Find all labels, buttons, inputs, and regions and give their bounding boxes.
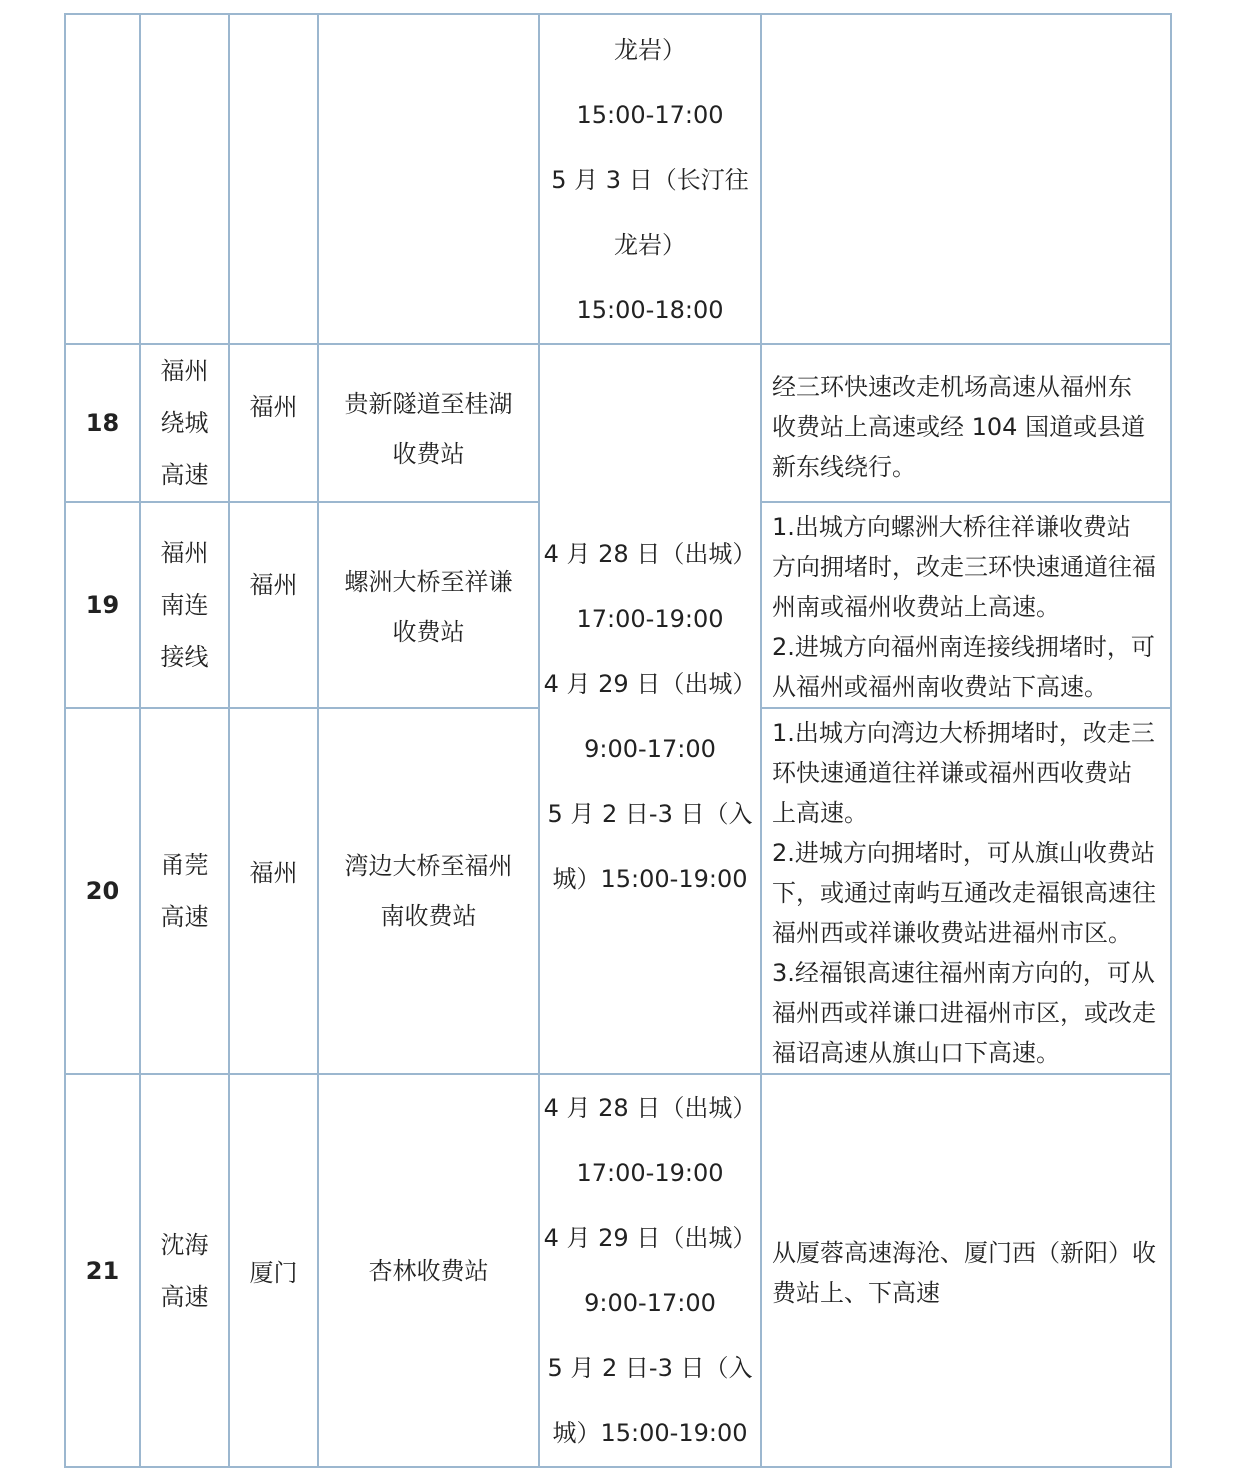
road-line: 接线 [160, 643, 209, 671]
detour-line: 方向拥堵时，改走三环快速通道往福 [772, 553, 1156, 581]
row-number: 18 [65, 344, 140, 502]
section-line: 杏林收费站 [368, 1256, 489, 1285]
detour-line: 经三环快速改走机场高速从福州东 [772, 373, 1132, 401]
detour-line: 上高速。 [772, 799, 868, 827]
section-cell [318, 1074, 539, 1467]
section-cell [318, 502, 539, 708]
time-line: 5 月 2 日-3 日（入 [547, 800, 753, 828]
section-line: 螺洲大桥至祥谦 [344, 568, 513, 596]
detour-cell [761, 1074, 1171, 1467]
road-cell [140, 502, 229, 708]
section-line: 贵新隧道至桂湖 [344, 390, 513, 418]
road-cell [140, 1074, 229, 1467]
detour-line: 州南或福州收费站上高速。 [772, 593, 1060, 621]
detour-cell [761, 344, 1171, 502]
time-line: 龙岩） [614, 231, 686, 259]
detour-line: 费站上、下高速 [772, 1279, 940, 1307]
time-cell [539, 1074, 761, 1467]
detour-line: 新东线绕行。 [772, 453, 916, 481]
time-cell [539, 14, 761, 344]
table-row-21 [65, 1074, 1171, 1467]
no-cell [65, 14, 140, 344]
section-line: 南收费站 [380, 902, 477, 930]
detour-cell [761, 14, 1171, 344]
detour-line: 2.进城方向拥堵时，可从旗山收费站 [772, 839, 1155, 867]
city-name: 福州 [249, 859, 298, 887]
road-line: 绕城 [160, 409, 209, 437]
time-line: 4 月 28 日（出城） [543, 1093, 757, 1122]
city-cell [229, 344, 318, 502]
road-line: 沈海 [160, 1230, 209, 1259]
section-line: 收费站 [392, 618, 465, 646]
time-line: 5 月 2 日-3 日（入 [547, 1353, 753, 1382]
row-number: 19 [65, 502, 140, 708]
time-line: 4 月 29 日（出城） [543, 1223, 757, 1252]
detour-cell [761, 502, 1171, 708]
city-cell [229, 502, 318, 708]
road-cell [140, 344, 229, 502]
table-row-18 [65, 344, 1171, 502]
detour-line: 2.进城方向福州南连接线拥堵时，可 [772, 633, 1155, 661]
time-line: 15:00-18:00 [576, 296, 724, 324]
section-cell [318, 344, 539, 502]
road-cell [140, 708, 229, 1074]
road-line: 福州 [160, 357, 209, 385]
city-cell [229, 708, 318, 1074]
detour-line: 下，或通过南屿互通改走福银高速往 [772, 879, 1156, 907]
road-line: 南连 [160, 591, 209, 619]
road-line: 高速 [160, 903, 209, 931]
detour-line: 收费站上高速或经 104 国道或县道 [772, 413, 1146, 441]
road-line: 高速 [160, 461, 209, 489]
time-line: 龙岩） [614, 36, 686, 64]
detour-table [64, 13, 1172, 1468]
time-line: 5 月 3 日（长汀往 [551, 166, 749, 194]
road-line: 福州 [160, 539, 209, 567]
time-line: 15:00-17:00 [576, 101, 724, 129]
time-line: 4 月 28 日（出城） [543, 540, 757, 568]
road-line: 甬莞 [160, 851, 209, 879]
time-line: 17:00-19:00 [576, 1158, 724, 1187]
row-number: 21 [65, 1074, 140, 1467]
city-cell [229, 1074, 318, 1467]
city-name: 厦门 [249, 1259, 298, 1287]
detour-line: 3.经福银高速往福州南方向的，可从 [772, 959, 1155, 987]
time-line: 9:00-17:00 [584, 1288, 716, 1317]
detour-line: 1.出城方向湾边大桥拥堵时，改走三 [772, 719, 1155, 747]
detour-line: 福诏高速从旗山口下高速。 [772, 1039, 1060, 1067]
table-row-continuation [65, 14, 1171, 344]
section-cell [318, 14, 539, 344]
detour-line: 福州西或祥谦口进福州市区，或改走 [772, 999, 1156, 1027]
time-cell-merged [539, 344, 761, 1074]
time-line: 9:00-17:00 [584, 735, 716, 763]
road-line: 高速 [160, 1282, 209, 1311]
time-line: 4 月 29 日（出城） [543, 670, 757, 698]
detour-line: 福州西或祥谦收费站进福州市区。 [772, 919, 1132, 947]
section-line: 湾边大桥至福州 [344, 852, 513, 880]
time-line: 城）15:00-19:00 [552, 865, 748, 893]
detour-line: 从福州或福州南收费站下高速。 [772, 673, 1108, 701]
detour-cell [761, 708, 1171, 1074]
detour-line: 1.出城方向螺洲大桥往祥谦收费站 [772, 513, 1131, 541]
detour-line: 环快速通道往祥谦或福州西收费站 [772, 759, 1132, 787]
time-line: 城）15:00-19:00 [552, 1418, 748, 1447]
road-cell [140, 14, 229, 344]
city-name: 福州 [249, 393, 298, 421]
section-cell [318, 708, 539, 1074]
city-cell [229, 14, 318, 344]
city-name: 福州 [249, 571, 298, 599]
time-line: 17:00-19:00 [576, 605, 724, 633]
section-line: 收费站 [392, 440, 465, 468]
row-number: 20 [65, 708, 140, 1074]
detour-line: 从厦蓉高速海沧、厦门西（新阳）收 [772, 1239, 1156, 1267]
